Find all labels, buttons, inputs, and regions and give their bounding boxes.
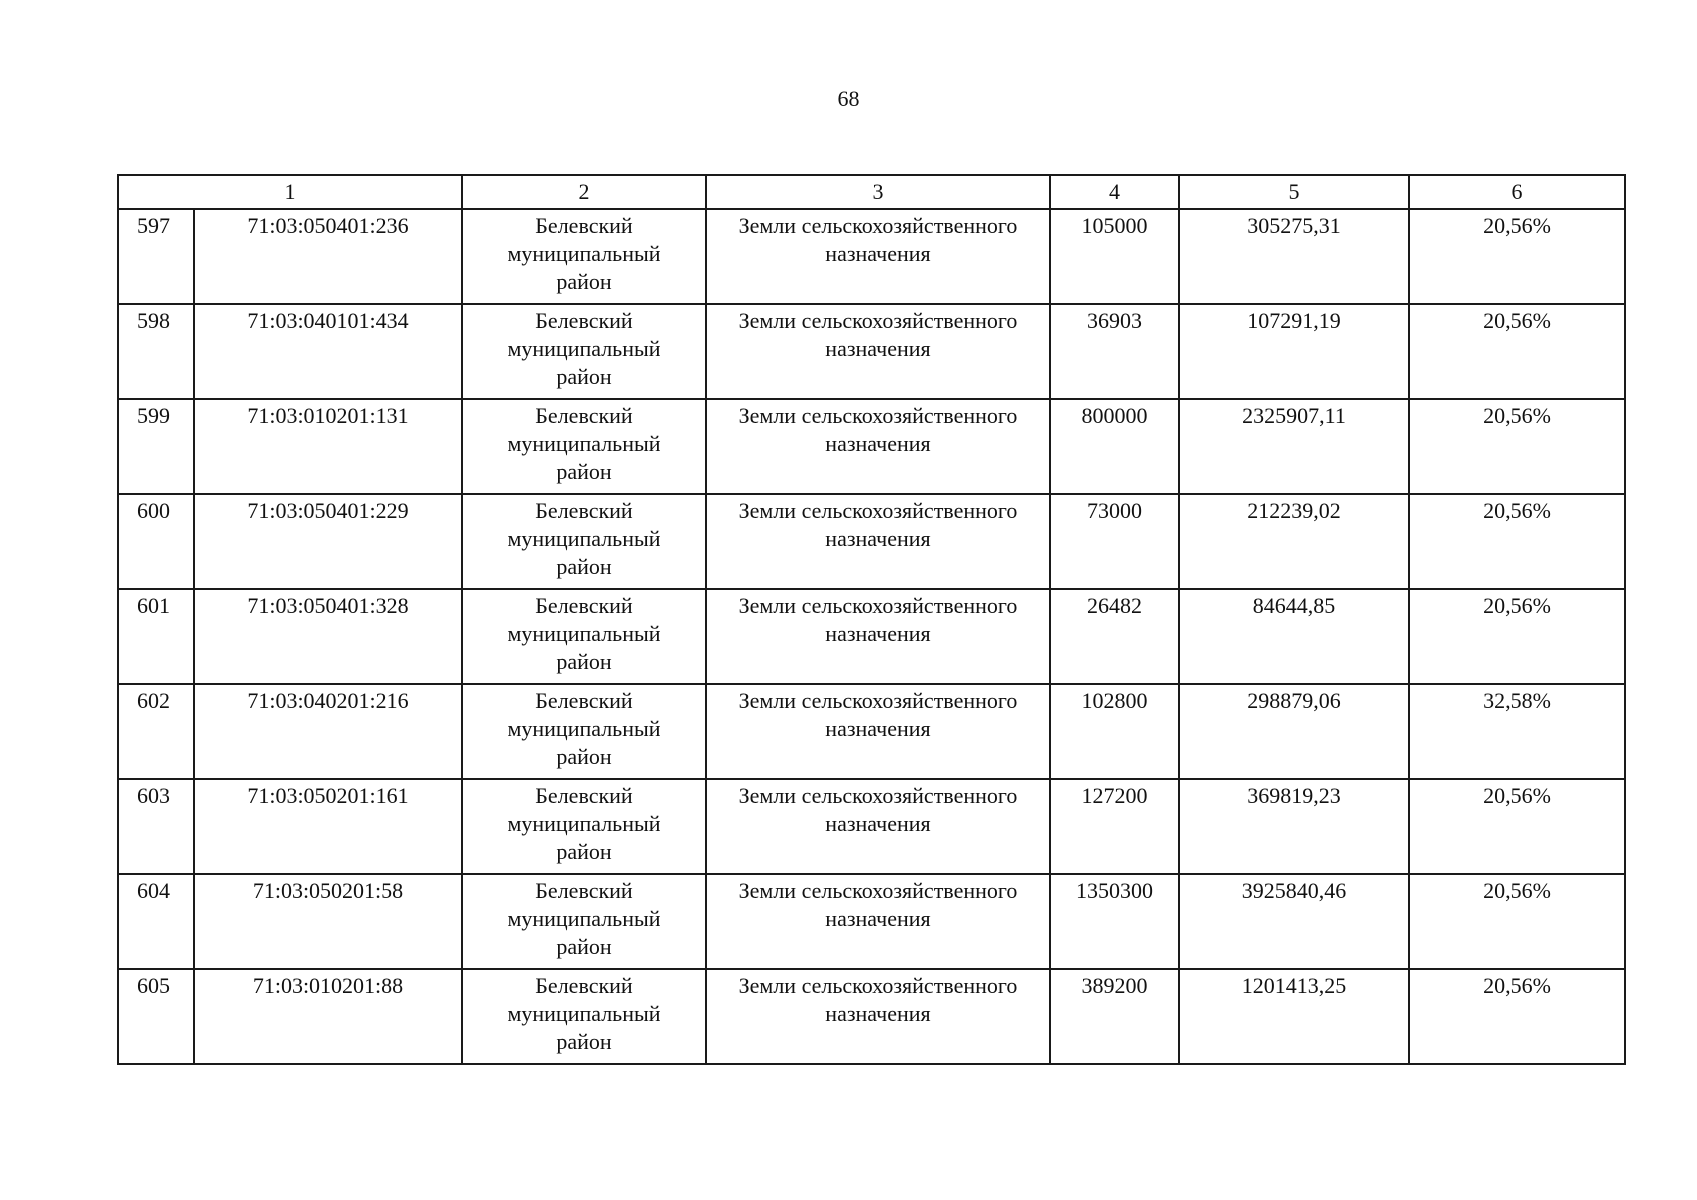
district-cell-line: муниципальный (507, 621, 661, 646)
row-number-cell: 605 (118, 969, 194, 1064)
cadastral-number-cell: 71:03:050201:58 (194, 874, 462, 969)
district-cell-line: район (556, 269, 612, 294)
row-number-cell: 603 (118, 779, 194, 874)
land-category-cell-line: назначения (825, 906, 931, 931)
cadastral-number-cell: 71:03:040201:216 (194, 684, 462, 779)
land-category-cell (706, 969, 1050, 1064)
district-cell-line: муниципальный (507, 811, 661, 836)
district-cell-line: район (556, 934, 612, 959)
header-col-1: 1 (118, 175, 462, 209)
district-cell-line: муниципальный (507, 431, 661, 456)
land-category-cell-line: назначения (825, 1001, 931, 1026)
rate-cell: 20,56% (1409, 969, 1625, 1064)
land-category-cell (706, 874, 1050, 969)
district-cell-line: Белевский (535, 783, 633, 808)
cadastral-value-cell: 3925840,46 (1179, 874, 1409, 969)
area-cell: 800000 (1050, 399, 1179, 494)
land-registry-table (117, 174, 1626, 1065)
cadastral-value-cell: 1201413,25 (1179, 969, 1409, 1064)
table-row (118, 684, 1625, 779)
cadastral-number-cell: 71:03:010201:88 (194, 969, 462, 1064)
rate-cell: 20,56% (1409, 209, 1625, 304)
district-cell-line: Белевский (535, 403, 633, 428)
district-cell (462, 684, 706, 779)
district-cell-line: Белевский (535, 973, 633, 998)
cadastral-number-cell: 71:03:050401:236 (194, 209, 462, 304)
district-cell-line: район (556, 649, 612, 674)
land-category-cell (706, 304, 1050, 399)
district-cell (462, 779, 706, 874)
land-category-cell-line: назначения (825, 526, 931, 551)
land-category-cell-line: Земли сельскохозяйственного (738, 593, 1018, 618)
row-number-cell: 604 (118, 874, 194, 969)
table-row (118, 494, 1625, 589)
land-category-cell-line: Земли сельскохозяйственного (738, 498, 1018, 523)
land-category-cell (706, 494, 1050, 589)
district-cell-line: район (556, 744, 612, 769)
land-category-cell-line: Земли сельскохозяйственного (738, 783, 1018, 808)
table-row (118, 589, 1625, 684)
land-category-cell-line: назначения (825, 621, 931, 646)
land-category-cell-line: Земли сельскохозяйственного (738, 308, 1018, 333)
cadastral-value-cell: 2325907,11 (1179, 399, 1409, 494)
land-category-cell-line: Земли сельскохозяйственного (738, 973, 1018, 998)
cadastral-number-cell: 71:03:050401:328 (194, 589, 462, 684)
cadastral-number-cell: 71:03:010201:131 (194, 399, 462, 494)
header-col-2: 2 (462, 175, 706, 209)
cadastral-value-cell: 212239,02 (1179, 494, 1409, 589)
district-cell-line: район (556, 459, 612, 484)
cadastral-number-cell: 71:03:040101:434 (194, 304, 462, 399)
rate-cell: 20,56% (1409, 399, 1625, 494)
land-category-cell-line: назначения (825, 431, 931, 456)
page-number: 68 (837, 86, 860, 111)
cadastral-number-cell: 71:03:050201:161 (194, 779, 462, 874)
land-category-cell-line: назначения (825, 811, 931, 836)
land-category-cell-line: назначения (825, 716, 931, 741)
cadastral-value-cell: 305275,31 (1179, 209, 1409, 304)
district-cell-line: район (556, 839, 612, 864)
cadastral-value-cell: 107291,19 (1179, 304, 1409, 399)
land-category-cell-line: назначения (825, 241, 931, 266)
header-col-5: 5 (1179, 175, 1409, 209)
area-cell: 26482 (1050, 589, 1179, 684)
district-cell-line: муниципальный (507, 1001, 661, 1026)
district-cell-line: Белевский (535, 308, 633, 333)
land-category-cell-line: Земли сельскохозяйственного (738, 213, 1018, 238)
land-category-cell (706, 589, 1050, 684)
district-cell (462, 874, 706, 969)
district-cell-line: муниципальный (507, 336, 661, 361)
area-cell: 73000 (1050, 494, 1179, 589)
land-category-cell (706, 779, 1050, 874)
header-col-6: 6 (1409, 175, 1625, 209)
district-cell-line: район (556, 364, 612, 389)
area-cell: 1350300 (1050, 874, 1179, 969)
district-cell-line: Белевский (535, 498, 633, 523)
table-row (118, 779, 1625, 874)
district-cell-line: муниципальный (507, 716, 661, 741)
area-cell: 105000 (1050, 209, 1179, 304)
rate-cell: 32,58% (1409, 684, 1625, 779)
header-col-4: 4 (1050, 175, 1179, 209)
cadastral-value-cell: 369819,23 (1179, 779, 1409, 874)
district-cell-line: Белевский (535, 593, 633, 618)
row-number-cell: 598 (118, 304, 194, 399)
district-cell-line: муниципальный (507, 241, 661, 266)
district-cell-line: муниципальный (507, 906, 661, 931)
table-row (118, 969, 1625, 1064)
district-cell (462, 589, 706, 684)
rate-cell: 20,56% (1409, 779, 1625, 874)
rate-cell: 20,56% (1409, 494, 1625, 589)
land-category-cell (706, 399, 1050, 494)
district-cell (462, 969, 706, 1064)
row-number-cell: 599 (118, 399, 194, 494)
land-category-cell (706, 209, 1050, 304)
row-number-cell: 597 (118, 209, 194, 304)
district-cell-line: Белевский (535, 213, 633, 238)
table-body (118, 209, 1625, 1064)
district-cell-line: район (556, 554, 612, 579)
district-cell-line: Белевский (535, 688, 633, 713)
row-number-cell: 601 (118, 589, 194, 684)
cadastral-value-cell: 298879,06 (1179, 684, 1409, 779)
land-category-cell-line: Земли сельскохозяйственного (738, 688, 1018, 713)
district-cell (462, 399, 706, 494)
table-row (118, 304, 1625, 399)
district-cell-line: муниципальный (507, 526, 661, 551)
district-cell (462, 304, 706, 399)
header-row (118, 175, 1625, 209)
area-cell: 36903 (1050, 304, 1179, 399)
area-cell: 389200 (1050, 969, 1179, 1064)
district-cell (462, 209, 706, 304)
area-cell: 102800 (1050, 684, 1179, 779)
area-cell: 127200 (1050, 779, 1179, 874)
row-number-cell: 602 (118, 684, 194, 779)
land-category-cell-line: Земли сельскохозяйственного (738, 403, 1018, 428)
district-cell-line: район (556, 1029, 612, 1054)
rate-cell: 20,56% (1409, 589, 1625, 684)
table-row (118, 874, 1625, 969)
cadastral-number-cell: 71:03:050401:229 (194, 494, 462, 589)
land-category-cell (706, 684, 1050, 779)
row-number-cell: 600 (118, 494, 194, 589)
district-cell (462, 494, 706, 589)
table-row (118, 209, 1625, 304)
cadastral-value-cell: 84644,85 (1179, 589, 1409, 684)
district-cell-line: Белевский (535, 878, 633, 903)
rate-cell: 20,56% (1409, 304, 1625, 399)
land-category-cell-line: назначения (825, 336, 931, 361)
rate-cell: 20,56% (1409, 874, 1625, 969)
header-col-3: 3 (706, 175, 1050, 209)
land-category-cell-line: Земли сельскохозяйственного (738, 878, 1018, 903)
table-row (118, 399, 1625, 494)
